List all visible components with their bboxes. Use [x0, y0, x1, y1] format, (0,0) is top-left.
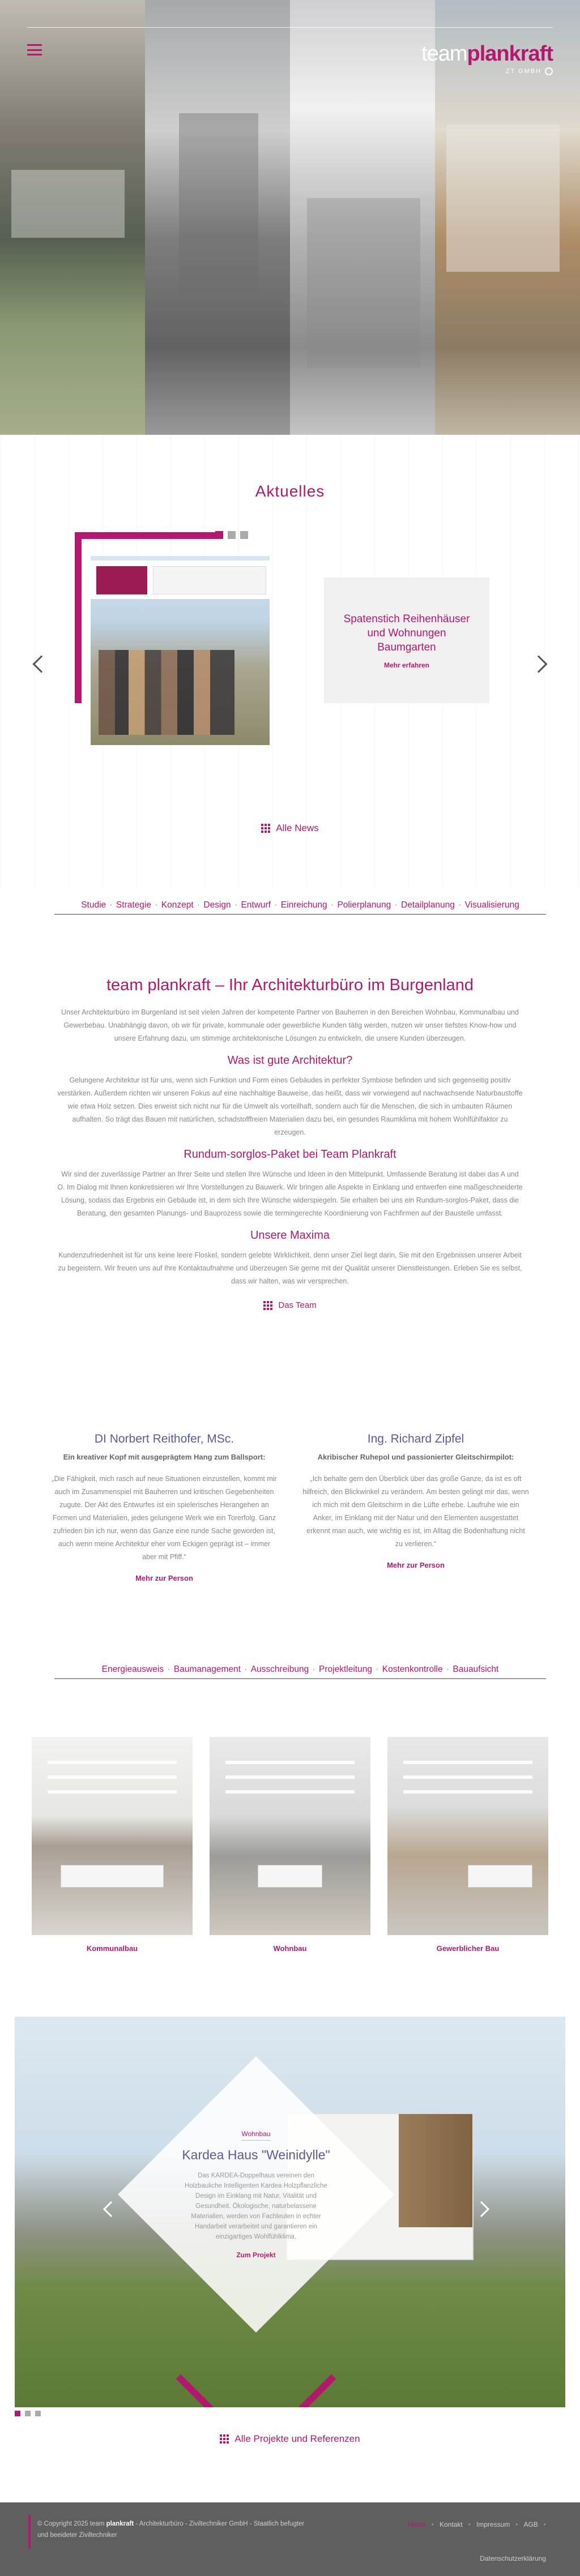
member-subtitle: Akribischer Ruhepol und passionierter Gleitschirmpilot:	[317, 1453, 514, 1461]
news-image[interactable]	[89, 555, 271, 746]
service-separator: ·	[241, 1664, 250, 1674]
service-item: Kostenkontrolle	[382, 1664, 443, 1674]
service-separator: ·	[194, 900, 203, 910]
hero-divider	[27, 27, 553, 28]
services-bar-management	[54, 1664, 546, 1679]
logo-subtitle: ZT GMBH	[505, 67, 541, 75]
grid-icon	[220, 2434, 229, 2444]
intro-paragraph-4: Kundenzufriedenheit ist für uns keine leere Floskel, sondern gelebte Wirklichkeit, denn unser Ziel liegt darin, Sie mit den Ergebnissen unserer Arbeit zu begeistern. Wir freuen uns auf Ihre Kontaktaufnahme und überzeugen Sie gerne mit der Qualität unserer Dienstleistungen. Erleben Sie es selbst, dass wir halten, was wir versprechen.	[58, 1251, 522, 1285]
service-separator: ·	[328, 900, 336, 910]
hero	[0, 0, 580, 435]
service-separator: ·	[392, 900, 400, 910]
logo-text-team: team	[421, 42, 467, 66]
logo[interactable]	[421, 42, 553, 75]
all-news-label: Alle News	[276, 823, 319, 833]
all-news-link[interactable]	[0, 823, 580, 834]
chevron-left-icon[interactable]	[32, 655, 50, 673]
grid-icon	[261, 824, 270, 833]
news-card-title: Spatenstich Reihenhäuser und Wohnungen Baumgarten	[343, 613, 470, 653]
service-item: Ausschreibung	[250, 1664, 309, 1674]
slider-dot[interactable]	[35, 2411, 41, 2416]
chevron-right-icon[interactable]	[474, 2201, 489, 2217]
service-item: Entwurf	[241, 900, 271, 910]
banner-block	[153, 566, 266, 594]
logo-text-plankraft: plankraft	[467, 42, 553, 66]
footer-link-home[interactable]: Home	[407, 2521, 426, 2528]
service-separator: ·	[107, 900, 115, 910]
news-card[interactable]	[324, 577, 489, 703]
tile-image	[210, 1737, 370, 1935]
member-subtitle: Ein kreativer Kopf mit ausgeprägtem Hang zum Ballsport:	[63, 1453, 266, 1461]
member-name: DI Norbert Reithofer, MSc.	[94, 1432, 234, 1445]
slider-dot-active[interactable]	[15, 2411, 20, 2416]
project-title: Kardea Haus "Weinidylle"	[182, 2147, 330, 2162]
service-separator: ·	[373, 1664, 381, 1674]
intro-subheading-3: Unsere Maxima	[250, 1229, 330, 1242]
news-image-people	[99, 650, 234, 735]
footer-separator: •	[431, 2521, 434, 2528]
news-title: Aktuelles	[255, 482, 325, 500]
intro-subheading-2: Rundum-sorglos-Paket bei Team Plankraft	[184, 1148, 396, 1161]
footer-copyright	[37, 2518, 309, 2541]
chevron-left-icon[interactable]	[103, 2201, 119, 2217]
intro-subheading-1: Was ist gute Architektur?	[227, 1054, 353, 1067]
service-separator: ·	[455, 900, 464, 910]
service-item: Strategie	[116, 900, 151, 910]
footer-link-privacy[interactable]: Datenschutzerklärung	[480, 2554, 546, 2562]
all-projects-label: Alle Projekte und Referenzen	[234, 2433, 360, 2444]
news-slider-dots	[215, 531, 248, 539]
menu-hamburger-icon[interactable]	[27, 44, 42, 55]
banner-block	[96, 566, 147, 594]
footer-separator: •	[515, 2521, 518, 2528]
footer-link-impressum[interactable]: Impressum	[476, 2521, 510, 2528]
coat-of-arms-icon	[545, 67, 553, 75]
slider-dot-active[interactable]	[215, 531, 223, 539]
intro-paragraph-3: Wir sind der zuverlässige Partner an Ihrer Seite und stellen Ihre Wünsche und Ideen in den Mittelpunkt. Umfassende Beratung ist dabei das A und O. Im Dialog mit Ihnen konkretisieren wir Ihre Vorstellungen zu Bauwerk. Wir bringen alle Aspekte in Einklang und entwerfen eine maßgeschneiderte Lösung, sodass das Ergebnis ein Gebäude ist, in dem sich Ihre Wünsche widerspiegeln. Sie erhalten bei uns ein Rundum-sorglos-Paket, dass die Beratung, den gesamten Planungs- und Bauprozess sowie die termingerechte Koordinierung von Fachfirmen auf der Baustelle umfasst.	[57, 1170, 523, 1217]
member-quote: „Ich behalte gern den Überblick über das große Ganze, da ist es oft hilfreich, den Blickwinkel zu verändern. Am besten gelingt mir das, wenn ich mich mit dem Gleitschirm in die Lüfte erhebe. Laufruhe wie ein Anker, im Einklang mit der Natur und den Elementen ausgestattet erkennt man auch, wie wichtig es ist, im Alltag die Bodenhaftung nicht zu verlieren.“	[302, 1475, 529, 1548]
team-section	[0, 1432, 580, 1584]
service-item: Bauaufsicht	[453, 1664, 499, 1674]
slider-dot[interactable]	[25, 2411, 31, 2416]
news-section	[0, 435, 580, 888]
footer-accent-bar	[28, 2515, 31, 2549]
footer-nav	[408, 2521, 546, 2528]
service-separator: ·	[152, 900, 160, 910]
news-image-banner	[91, 560, 270, 599]
project-link[interactable]: Zum Projekt	[236, 2251, 276, 2259]
team-link-label: Das Team	[278, 1300, 317, 1310]
footer-link-agb[interactable]: AGB	[523, 2521, 538, 2528]
service-item: Studie	[81, 900, 106, 910]
member-quote: „Die Fähigkeit, mich rasch auf neue Situationen einzustellen, kommt mir auch im Zusammenspiel mit Bauherren und kritischen Gegebenheiten zugute. Der Akt des Entwurfes ist ein spielerisches Herangehen an Formen und Materialien, jedes gelungene Werk wie ein Torerfolg. Ganz zufrieden bin ich nur, wenn das Ganze eine runde Sache geworden ist, auch wenn meine Architektur eher vom Eckigen geprägt ist – immer aber mit Pfiff.“	[52, 1475, 277, 1561]
tile-image	[32, 1737, 193, 1935]
team-member-zipfel	[302, 1432, 529, 1584]
member-more-link[interactable]: Mehr zur Person	[135, 1574, 193, 1582]
grid-icon	[263, 1301, 272, 1310]
footer-link-kontakt[interactable]: Kontakt	[440, 2521, 463, 2528]
footer-separator: •	[543, 2521, 546, 2528]
tile-label: Kommunalbau	[86, 1944, 138, 1953]
service-item: Visualisierung	[464, 900, 519, 910]
service-item: Detailplanung	[401, 900, 455, 910]
team-link[interactable]	[57, 1300, 523, 1310]
slider-dot[interactable]	[240, 531, 248, 539]
tile-wohnbau[interactable]	[210, 1737, 370, 1953]
project-category: Wohnbau	[241, 2130, 270, 2141]
copyright-rest: - Architekturbüro - Ziviltechniker GmbH - Staatlich befugter und beeideter Ziviltechniker	[37, 2521, 305, 2539]
services-bar-planning	[54, 900, 546, 915]
news-read-more-link[interactable]: Mehr erfahren	[383, 661, 430, 669]
tile-image	[387, 1737, 548, 1935]
service-item: Projektleitung	[319, 1664, 372, 1674]
tile-label: Gewerblicher Bau	[436, 1944, 500, 1953]
service-separator: ·	[272, 900, 280, 910]
slider-dot[interactable]	[228, 531, 236, 539]
tile-label: Wohnbau	[273, 1944, 307, 1953]
project-diamond	[118, 2056, 394, 2333]
intro-heading: team plankraft – Ihr Architekturbüro im Burgenland	[106, 976, 474, 994]
service-item: Baumanagement	[173, 1664, 241, 1674]
intro-paragraph-2: Gelungene Architektur ist für uns, wenn sich Funktion und Form eines Gebäudes in perfekter Symbiose befinden und sich gegenseitig positiv verstärken. Außerdem richten wir unseren Fokus auf eine nachhaltige Bauweise, das heißt, dass wir vorwiegend auf nachwachsende Naturbaustoffe wie etwa Holz setzen. Dies erweist sich nicht nur für die Umwelt als vorteilhaft, sondern auch für die Menschen, die sich in umbauten Räumen aufhalten. So trägt das Bauen mit natürlichen, schadstofffreien Materialien dazu bei, ein gesundes Raumklima mit hohem Wohlfühlfaktor zu erzeugen.	[57, 1076, 523, 1136]
copyright-brand: plankraft	[106, 2521, 134, 2527]
service-item: Konzept	[161, 900, 194, 910]
all-projects-link[interactable]	[0, 2433, 580, 2445]
service-separator: ·	[443, 1664, 452, 1674]
service-separator: ·	[310, 1664, 318, 1674]
copyright-prefix: © Copyright 2025 team	[37, 2521, 105, 2527]
tile-kommunalbau[interactable]	[32, 1737, 193, 1953]
category-tiles	[32, 1737, 548, 1953]
member-more-link[interactable]: Mehr zur Person	[387, 1561, 445, 1569]
service-item: Design	[203, 900, 231, 910]
project-description: Das KARDEA-Doppelhaus vereinen den Holzbauliche Intelligenten Kardea Holzpflanzliche Design im Einklang mit Natur, Vitalität und Gesundheit. Ökologische, naturbelassene Materialien, werden von Fachleuten in echter Handarbeit verarbeitet und garantieren ein einzigartiges Wohlfühlklima.	[185, 2172, 327, 2240]
project-slider	[15, 2017, 565, 2407]
project-slider-dots	[15, 2411, 41, 2416]
news-slider	[0, 532, 580, 770]
footer	[0, 2502, 580, 2576]
team-member-reithofer	[51, 1432, 278, 1584]
service-separator: ·	[232, 900, 240, 910]
tile-gewerblicher-bau[interactable]	[387, 1737, 548, 1953]
chevron-right-icon[interactable]	[530, 655, 547, 673]
service-item: Polierplanung	[337, 900, 391, 910]
intro-section	[0, 976, 580, 1310]
service-item: Energieausweis	[101, 1664, 164, 1674]
service-separator: ·	[165, 1664, 173, 1674]
intro-paragraph-1: Unser Architekturbüro im Burgenland ist seit vielen Jahren der kompetente Partner von Bauherren in den Bereichen Wohnbau, Kommunalbau und Gewerbebau. Unabhängig davon, ob wir für private, kommunale oder gewerbliche Kunden tätig werden, nutzen wir unser tiefstes Know-how und unsere Erfahrung dazu, um stimmige architektonische Lösungen zu entwickeln, die unsere Kunden überzeugen.	[61, 1008, 519, 1042]
footer-separator: •	[468, 2521, 471, 2528]
member-name: Ing. Richard Zipfel	[367, 1432, 464, 1445]
project-info	[118, 2056, 394, 2333]
service-item: Einreichung	[280, 900, 327, 910]
